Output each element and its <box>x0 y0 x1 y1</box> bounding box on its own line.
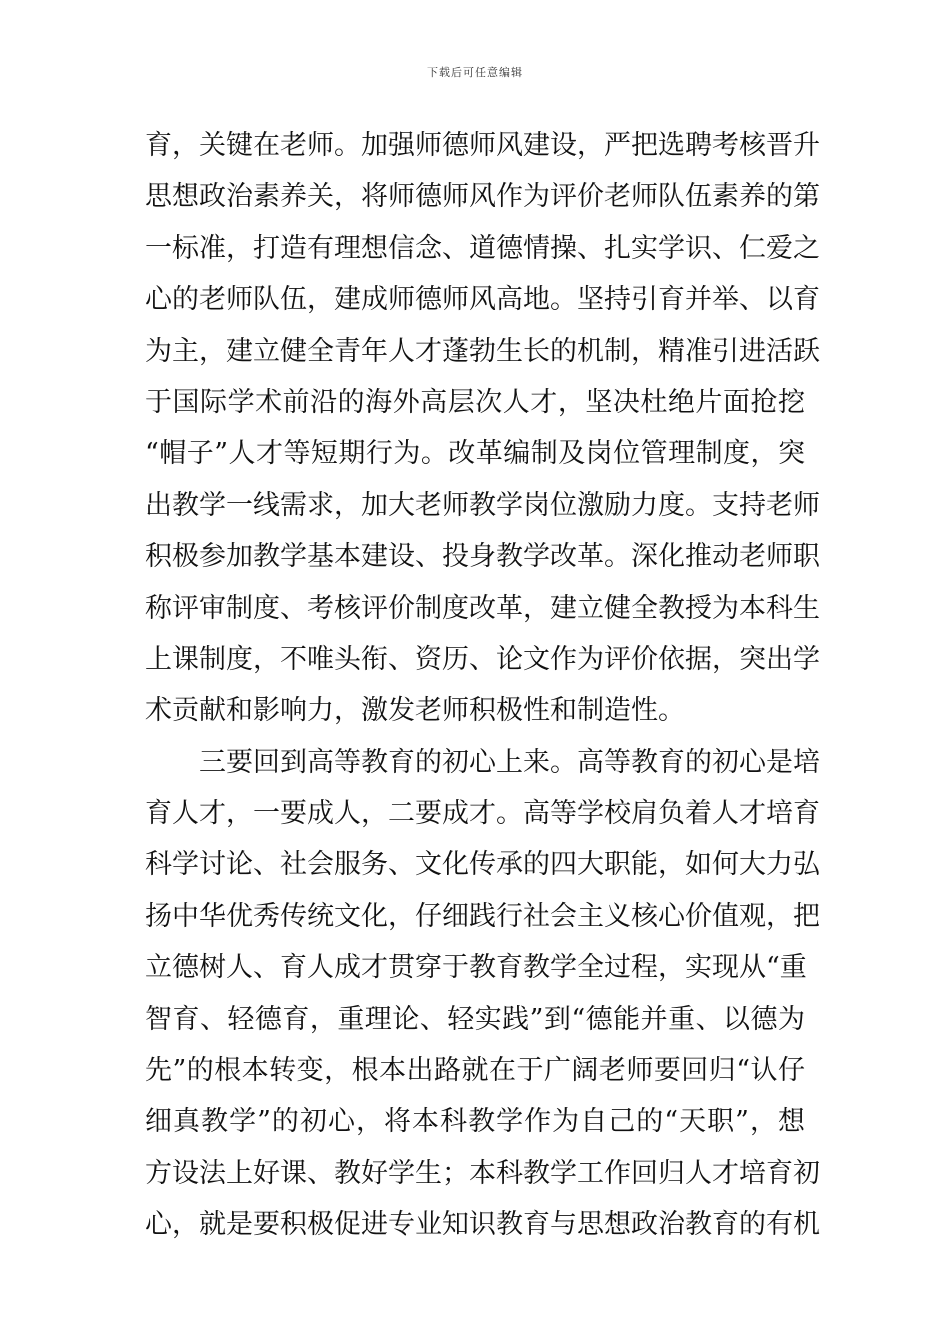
text-line: 育人才，一要成人，二要成才。高等学校肩负着人才培育 <box>145 798 820 830</box>
text-line: 育，关键在老师。加强师德师风建设，严把选聘考核晋升 <box>145 130 820 161</box>
text-line: 智育、轻德育，重理论、轻实践”到“德能并重、以德为 <box>145 1003 805 1035</box>
text-line: 于国际学术前沿的海外高层次人才，坚决杜绝片面抢挖 <box>145 386 805 418</box>
text-line: 细真教学”的初心，将本科教学作为自己的“天职”，想 <box>145 1106 805 1138</box>
text-line: 思想政治素养关，将师德师风作为评价老师队伍素养的第 <box>145 181 820 213</box>
text-line: 出教学一线需求，加大老师教学岗位激励力度。支持老师 <box>145 489 820 521</box>
text-line: 上课制度，不唯头衔、资历、论文作为评价依据，突出学 <box>145 643 820 675</box>
paragraph-2 <box>145 737 820 1251</box>
page-header: 下载后可任意编辑 <box>427 66 523 79</box>
text-line: 科学讨论、社会服务、文化传承的四大职能，如何大力弘 <box>145 849 820 881</box>
text-line: 一标准，打造有理想信念、道德情操、扎实学识、仁爱之 <box>145 232 820 264</box>
text-line: 为主，建立健全青年人才蓬勃生长的机制，精准引进活跃 <box>145 335 820 367</box>
text-line: 心的老师队伍，建成师德师风高地。坚持引育并举、以育 <box>145 284 820 316</box>
text-line: 积极参加教学基本建设、投身教学改革。深化推动老师职 <box>145 541 820 573</box>
text-line: 术贡献和影响力，激发老师积极性和制造性。 <box>145 695 685 727</box>
text-line: 三要回到高等教育的初心上来。高等教育的初心是培 <box>199 746 820 778</box>
document-body <box>145 120 820 1251</box>
text-line: 立德树人、育人成才贯穿于教育教学全过程，实现从“重 <box>145 952 807 984</box>
text-line: 扬中华优秀传统文化，仔细践行社会主义核心价值观，把 <box>145 900 820 932</box>
paragraph-1 <box>145 120 820 737</box>
text-line: 先”的根本转变，根本出路就在于广阔老师要回归“认仔 <box>145 1055 805 1087</box>
text-line: 方设法上好课、教好学生；本科教学工作回归人才培育初 <box>145 1157 820 1189</box>
text-line: “帽子”人才等短期行为。改革编制及岗位管理制度，突 <box>145 438 805 470</box>
text-line: 称评审制度、考核评价制度改革，建立健全教授为本科生 <box>145 592 820 624</box>
text-line: 心，就是要积极促进专业知识教育与思想政治教育的有机 <box>145 1209 820 1241</box>
